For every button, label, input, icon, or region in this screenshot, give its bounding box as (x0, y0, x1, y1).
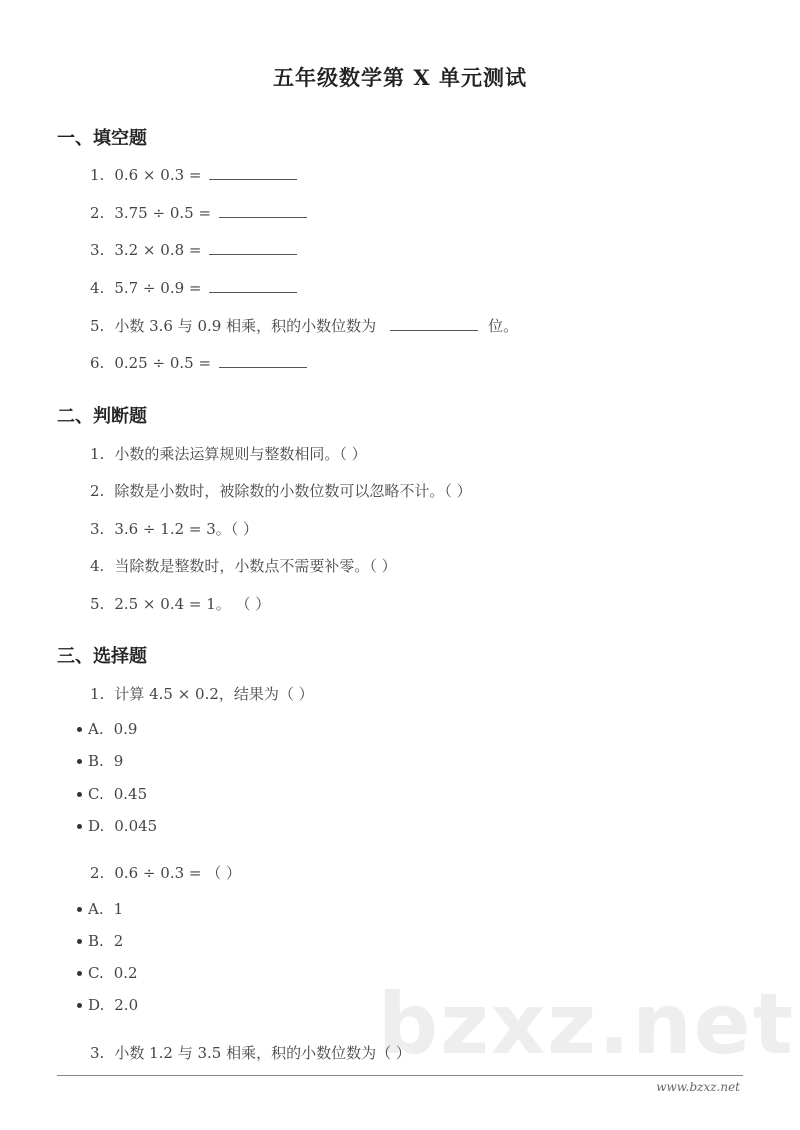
question-text: 5.7 ÷ 0.9 = (114, 279, 202, 297)
option-value: 1 (113, 900, 124, 918)
question-text: 0.6 × 0.3 = (114, 166, 202, 184)
choice-option[interactable] (77, 964, 138, 982)
question-text: 当除数是整数时，小数点不需要补零。（ ） (114, 557, 397, 575)
footer-url: www.bzxz.net (656, 1080, 740, 1094)
choice-option[interactable] (77, 817, 157, 835)
option-value: 2 (113, 932, 124, 950)
choice-option[interactable] (77, 900, 123, 918)
question-text: 计算 4.5 × 0.2，结果为（ ） (114, 685, 314, 703)
option-letter: A. (88, 900, 104, 918)
answer-blank[interactable] (209, 278, 297, 293)
option-letter: B. (88, 932, 104, 950)
choice-option[interactable] (77, 932, 123, 950)
question-item (90, 278, 307, 297)
question-number: 3. (90, 520, 105, 538)
question-text: 3.2 × 0.8 = (114, 241, 202, 259)
question-text: 3.6 ÷ 1.2 = 3。（ ） (114, 520, 259, 538)
question-text: 小数 3.6 与 0.9 相乘，积的小数位数为 (114, 317, 377, 335)
page-title: 五年级数学第 X 单元测试 (273, 65, 527, 90)
section-heading-multiple-choice: 三、选择题 (57, 646, 147, 667)
choice-option[interactable] (77, 785, 147, 803)
question-text: 0.25 ÷ 0.5 = (114, 354, 212, 372)
choice-option[interactable] (77, 752, 123, 770)
section-heading-true-false: 二、判断题 (57, 406, 147, 427)
question-number: 5. (90, 595, 105, 613)
bullet-icon (77, 1003, 82, 1008)
option-value: 2.0 (114, 996, 139, 1014)
bullet-icon (77, 907, 82, 912)
answer-blank[interactable] (209, 165, 297, 180)
question-item (90, 862, 241, 883)
option-letter: A. (88, 720, 104, 738)
question-number: 5. (90, 317, 105, 335)
question-text: 小数 1.2 与 3.5 相乘，积的小数位数为（ ） (114, 1044, 411, 1062)
bullet-icon (77, 971, 82, 976)
footer-divider (57, 1075, 743, 1076)
question-item (90, 518, 258, 539)
option-value: 0.45 (113, 785, 148, 803)
option-value: 9 (113, 752, 124, 770)
question-item (90, 353, 317, 372)
answer-blank[interactable] (390, 316, 478, 331)
question-text: 除数是小数时，被除数的小数位数可以忽略不计。（ ） (114, 482, 472, 500)
option-letter: C. (88, 964, 104, 982)
question-suffix: 位。 (488, 317, 519, 335)
question-item (90, 165, 307, 184)
question-item (90, 443, 367, 464)
question-number: 4. (90, 557, 105, 575)
question-number: 3. (90, 1044, 105, 1062)
bullet-icon (77, 759, 82, 764)
question-item (90, 240, 307, 259)
section-heading-fill-blank: 一、填空题 (57, 128, 147, 149)
question-item (90, 683, 314, 704)
question-number: 2. (90, 864, 105, 882)
question-number: 6. (90, 354, 105, 372)
option-letter: D. (88, 817, 105, 835)
question-item (90, 1042, 411, 1063)
option-value: 0.9 (113, 720, 138, 738)
question-number: 4. (90, 279, 105, 297)
choice-option[interactable] (77, 996, 138, 1014)
bullet-icon (77, 939, 82, 944)
question-number: 2. (90, 204, 105, 222)
question-item (90, 315, 518, 336)
question-item (90, 203, 317, 222)
option-value: 0.2 (113, 964, 138, 982)
choice-option[interactable] (77, 720, 137, 738)
answer-blank[interactable] (219, 203, 307, 218)
question-text: 0.6 ÷ 0.3 = （ ） (114, 864, 241, 882)
bullet-icon (77, 824, 82, 829)
question-text: 小数的乘法运算规则与整数相同。（ ） (114, 445, 367, 463)
bullet-icon (77, 792, 82, 797)
option-value: 0.045 (114, 817, 158, 835)
question-number: 1. (90, 166, 105, 184)
option-letter: D. (88, 996, 105, 1014)
option-letter: C. (88, 785, 104, 803)
question-item (90, 593, 270, 614)
question-text: 3.75 ÷ 0.5 = (114, 204, 212, 222)
bullet-icon (77, 727, 82, 732)
question-number: 2. (90, 482, 105, 500)
question-number: 1. (90, 445, 105, 463)
answer-blank[interactable] (219, 353, 307, 368)
option-letter: B. (88, 752, 104, 770)
question-item (90, 480, 472, 501)
question-number: 3. (90, 241, 105, 259)
watermark: bzxz.net (378, 975, 795, 1073)
question-text: 2.5 × 0.4 = 1。 （ ） (114, 595, 271, 613)
answer-blank[interactable] (209, 240, 297, 255)
question-number: 1. (90, 685, 105, 703)
question-item (90, 555, 397, 576)
